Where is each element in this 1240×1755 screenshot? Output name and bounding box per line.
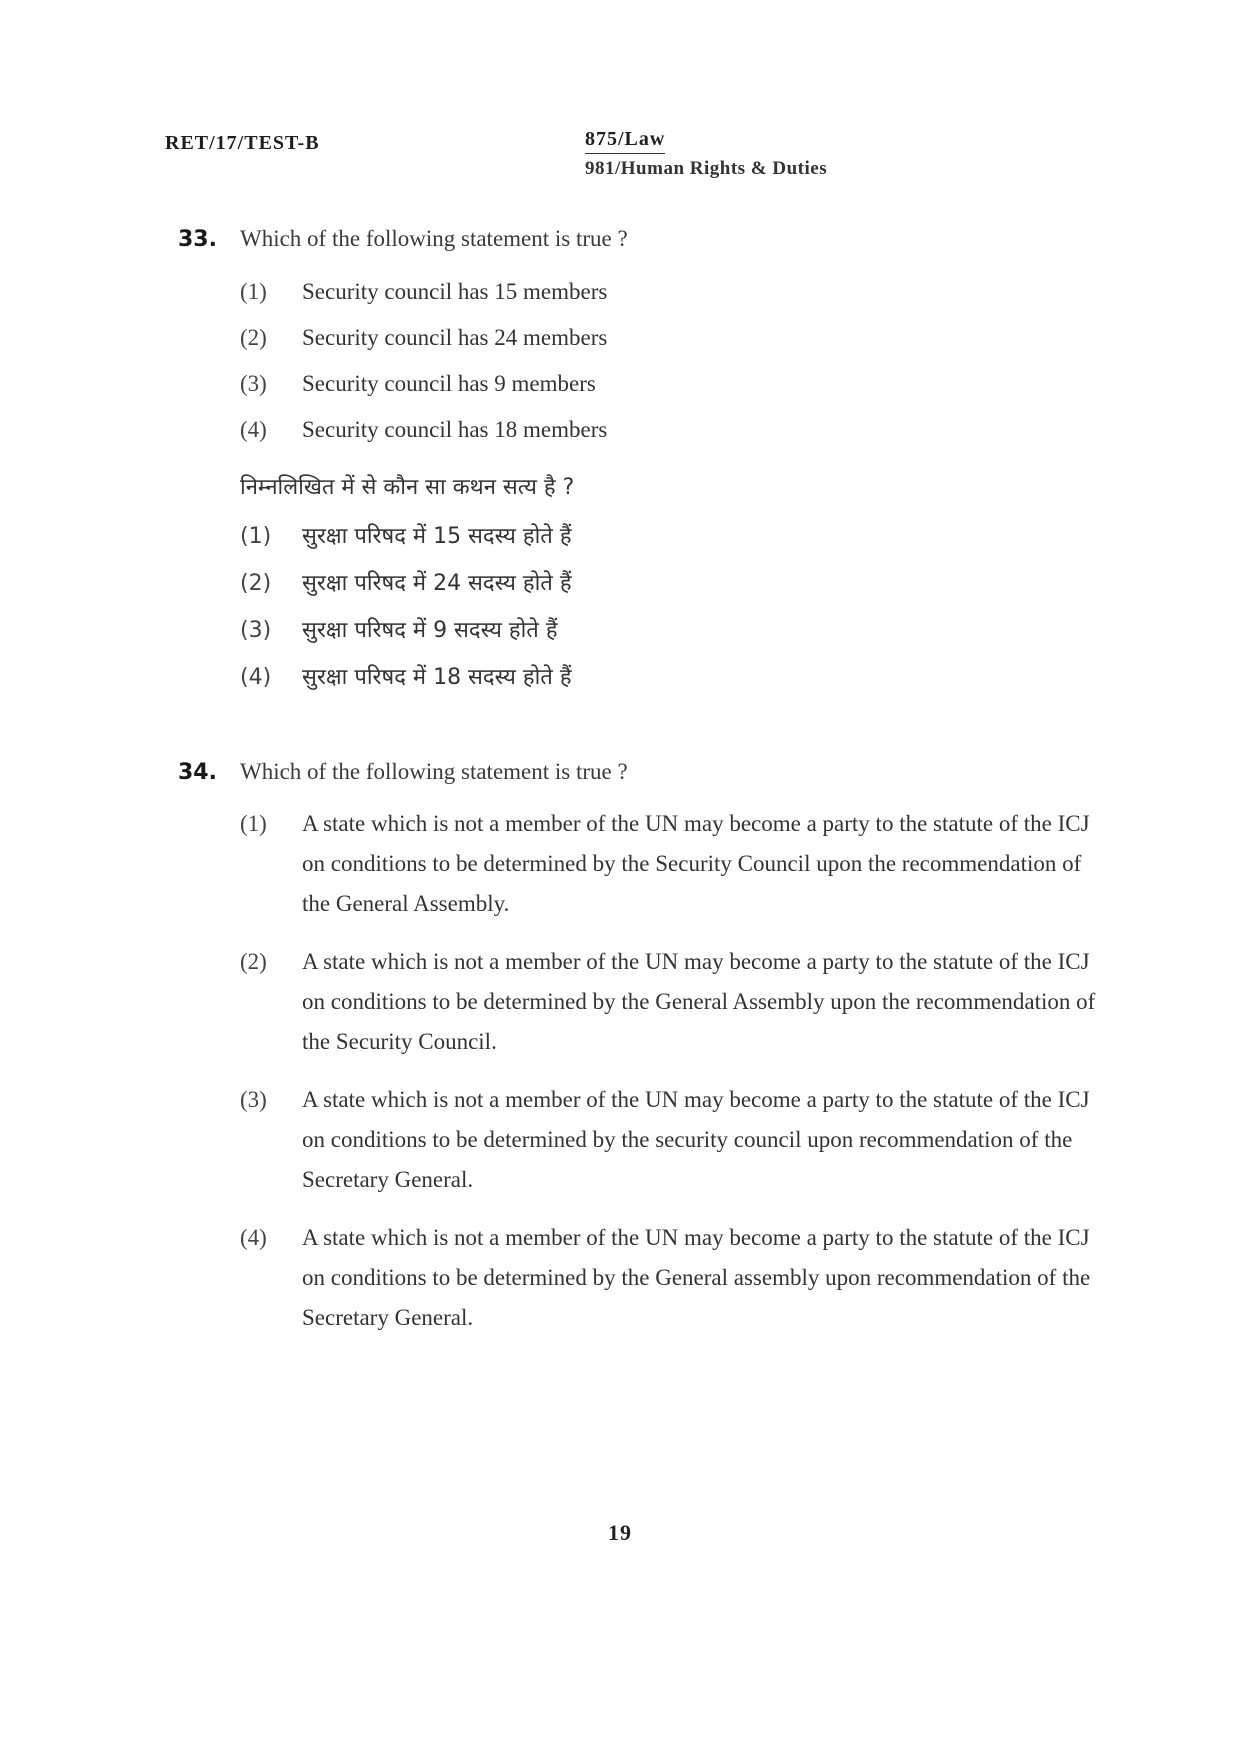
options-list: [240, 804, 1098, 1338]
option-text: सुरक्षा परिषद में 24 सदस्य होते हैं: [302, 571, 572, 596]
page-number: 19: [608, 1520, 632, 1545]
option-number: (4): [240, 665, 272, 690]
option-text: Security council has 24 members: [302, 325, 608, 350]
option-text: A state which is not a member of the UN may become a party to the statute of the ICJ on conditions to be determined by the General assembly upon recommendation of the Secretary General.: [302, 1225, 1091, 1330]
hindi-option-1: [240, 513, 1098, 560]
option-number: (2): [240, 571, 272, 596]
option-text: A state which is not a member of the UN may become a party to the statute of the ICJ on conditions to be determined by the security council upon recommendation of the Secretary General.: [302, 1087, 1090, 1192]
option-1: [240, 269, 1098, 315]
option-number: (3): [240, 1087, 267, 1112]
option-text: Security council has 9 members: [302, 371, 596, 396]
question-33: [178, 224, 1098, 701]
test-code: RET/17/TEST-B: [165, 132, 320, 154]
question-34: [178, 757, 1098, 1356]
option-number: (2): [240, 949, 267, 974]
option-4: [240, 407, 1098, 453]
options-list: [240, 269, 1098, 453]
hindi-option-2: [240, 560, 1098, 607]
subject-subtitle: 981/Human Rights & Duties: [585, 158, 828, 179]
option-number: (2): [240, 325, 267, 350]
subject-code: 875/Law: [585, 128, 665, 154]
question-number: 33.: [178, 227, 217, 252]
option-text: Security council has 18 members: [302, 417, 608, 442]
question-number: 34.: [178, 760, 217, 785]
option-3: [240, 361, 1098, 407]
option-text: सुरक्षा परिषद में 9 सदस्य होते हैं: [302, 618, 558, 643]
option-2: [240, 315, 1098, 361]
hindi-option-4: [240, 654, 1098, 701]
option-number: (4): [240, 417, 267, 442]
option-number: (3): [240, 618, 272, 643]
option-number: (1): [240, 279, 267, 304]
option-text: A state which is not a member of the UN may become a party to the statute of the ICJ on conditions to be determined by the Security Council upon the recommendation of the General Assembly.: [302, 811, 1090, 916]
hindi-question-text: निम्नलिखित में से कौन सा कथन सत्य है ?: [240, 475, 575, 500]
option-number: (1): [240, 524, 272, 549]
option-text: सुरक्षा परिषद में 18 सदस्य होते हैं: [302, 665, 572, 690]
option-text: A state which is not a member of the UN may become a party to the statute of the ICJ on conditions to be determined by the General Assembly upon the recommendation of the Security Council.: [302, 949, 1096, 1054]
question-text: Which of the following statement is true ?: [240, 226, 628, 251]
subject-header: [585, 128, 827, 180]
option-number: (3): [240, 371, 267, 396]
option-1: [240, 804, 1098, 924]
option-3: [240, 1080, 1098, 1200]
question-text: Which of the following statement is true ?: [240, 759, 628, 784]
option-number: (4): [240, 1225, 267, 1250]
option-text: सुरक्षा परिषद में 15 सदस्य होते हैं: [302, 524, 572, 549]
hindi-option-3: [240, 607, 1098, 654]
option-number: (1): [240, 811, 267, 836]
option-4: [240, 1218, 1098, 1338]
option-2: [240, 942, 1098, 1062]
hindi-options-list: [240, 513, 1098, 701]
option-text: Security council has 15 members: [302, 279, 608, 304]
